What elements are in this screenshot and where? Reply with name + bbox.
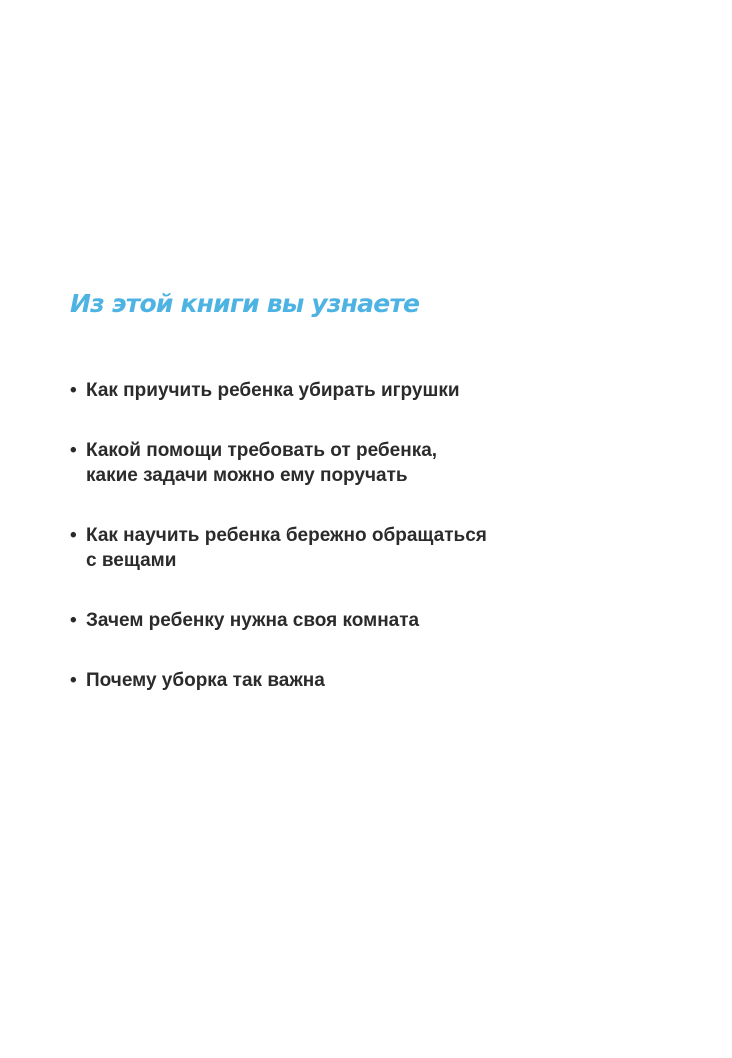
list-item-line: с вещами	[86, 550, 177, 571]
bullet: •	[70, 525, 77, 546]
bullet: •	[70, 670, 77, 691]
list-item-line: Зачем ребенку нужна своя комната	[86, 610, 420, 631]
list-item	[70, 438, 690, 488]
list-item-line: Как приучить ребенка убирать игрушки	[86, 380, 460, 401]
list-item-text	[86, 438, 690, 488]
list-item	[70, 523, 690, 573]
section-heading: Из этой книги вы узнаете	[70, 289, 420, 318]
list-item-line: Почему уборка так важна	[86, 670, 325, 691]
topics-list	[70, 378, 690, 728]
bullet: •	[70, 380, 77, 401]
list-item	[70, 668, 690, 693]
bullet: •	[70, 440, 77, 461]
list-item-text	[86, 668, 690, 693]
list-item-line: Как научить ребенка бережно обращаться	[86, 525, 487, 546]
list-item-line: какие задачи можно ему поручать	[86, 465, 408, 486]
bullet: •	[70, 610, 77, 631]
list-item	[70, 608, 690, 633]
list-item-text	[86, 608, 690, 633]
list-item-line: Какой помощи требовать от ребенка,	[86, 440, 438, 461]
list-item-text	[86, 523, 690, 573]
list-item	[70, 378, 690, 403]
list-item-text	[86, 378, 690, 403]
